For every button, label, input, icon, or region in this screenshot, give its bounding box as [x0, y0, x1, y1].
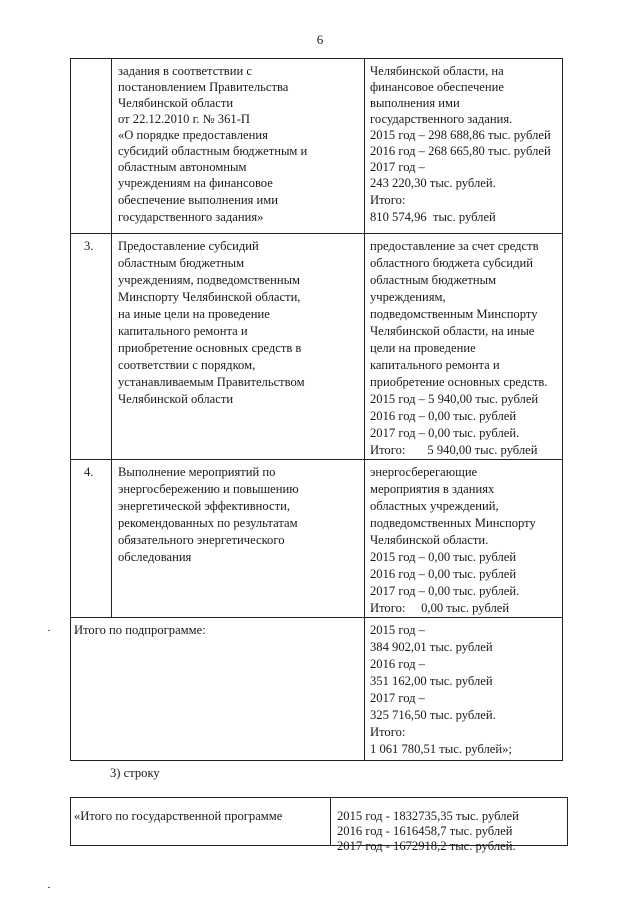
cell-text-line: 2015 год - 1832735,35 тыс. рублей: [337, 809, 519, 823]
final-table-top-border: [70, 797, 568, 798]
number-column-divider: [111, 58, 112, 618]
cell-text-line: финансовое обеспечение: [370, 80, 504, 94]
cell-text-line: 2016 год – 0,00 тыс. рублей: [370, 567, 517, 581]
final-table-right-border: [567, 797, 568, 846]
cell-text-line: 351 162,00 тыс. рублей: [370, 674, 493, 688]
cell-text-line: выполнения ими: [370, 96, 460, 110]
cell-text-line: Итого: 0,00 тыс. рублей: [370, 601, 510, 615]
cell-text-line: субсидий областным бюджетным и: [118, 144, 308, 158]
cell-text-line: областного бюджета субсидий: [370, 256, 533, 270]
cell-text-line: энергосбережению и повышению: [118, 482, 299, 496]
cell-text-line: обследования: [118, 550, 192, 564]
cell-text-line: 384 902,01 тыс. рублей: [370, 640, 493, 654]
cell-text-line: капитального ремонта и: [118, 324, 248, 338]
cell-text-line: государственного задания»: [118, 210, 264, 224]
cell-text-line: обязательного энергетического: [118, 533, 285, 547]
cell-text-line: мероприятия в зданиях: [370, 482, 495, 496]
cell-text-line: устанавливаемым Правительством: [118, 375, 305, 389]
cell-text-line: обеспечение выполнения ими: [118, 193, 278, 207]
cell-text-line: Челябинской области: [118, 392, 234, 406]
cell-text-line: 2015 год – 0,00 тыс. рублей: [370, 550, 517, 564]
cell-text-line: 2017 год –: [370, 160, 425, 174]
cell-text-line: 243 220,30 тыс. рублей.: [370, 176, 496, 190]
final-table-column-divider: [330, 797, 331, 846]
row-divider: [70, 459, 563, 460]
cell-text-line: предоставление за счет средств: [370, 239, 539, 253]
cell-text-line: 2016 год –: [370, 657, 425, 671]
cell-text-line: 2015 год –: [370, 623, 425, 637]
cell-text-line: приобретение основных средств.: [370, 375, 548, 389]
cell-text-line: 2015 год – 5 940,00 тыс. рублей: [370, 392, 539, 406]
cell-text-line: капитального ремонта и: [370, 358, 500, 372]
cell-text-line: государственного задания.: [370, 112, 513, 126]
cell-text-line: соответствии с порядком,: [118, 358, 256, 372]
final-table-label: «Итого по государственной программе: [74, 809, 283, 823]
cell-text-line: 2016 год – 0,00 тыс. рублей: [370, 409, 517, 423]
cell-text-line: 1 061 780,51 тыс. рублей»;: [370, 742, 512, 756]
cell-text-line: Выполнение мероприятий по: [118, 465, 276, 479]
cell-text-line: энергетической эффективности,: [118, 499, 290, 513]
cell-text-line: «О порядке предоставления: [118, 128, 268, 142]
cell-text-line: Предоставление субсидий: [118, 239, 259, 253]
table-right-border: [562, 58, 563, 761]
cell-text-line: 2017 год – 0,00 тыс. рублей.: [370, 584, 520, 598]
cell-text-line: рекомендованных по результатам: [118, 516, 298, 530]
cell-text-line: областным автономным: [118, 160, 247, 174]
cell-text-line: 2017 год - 1672918,2 тыс. рублей.: [337, 839, 516, 853]
cell-text-line: областных учреждений,: [370, 499, 499, 513]
cell-text-line: 810 574,96 тыс. рублей: [370, 210, 496, 224]
cell-text-line: учреждениям на финансовое: [118, 176, 273, 190]
cell-text-line: 2016 год – 268 665,80 тыс. рублей: [370, 144, 551, 158]
section-label: 3) строку: [110, 766, 160, 780]
cell-text-line: Итого:: [370, 193, 406, 207]
cell-text-line: Минспорту Челябинской области,: [118, 290, 301, 304]
cell-text-line: Челябинской области.: [370, 533, 489, 547]
cell-text-line: постановлением Правительства: [118, 80, 289, 94]
row-number: 3.: [84, 239, 94, 253]
cell-text-line: цели на проведение: [370, 341, 476, 355]
cell-text-line: Челябинской области, на иные: [370, 324, 535, 338]
table-left-border: [70, 58, 71, 761]
table-bottom-border: [70, 760, 563, 761]
row-divider: [70, 233, 563, 234]
page-number: 6: [316, 32, 324, 47]
content-column-divider: [364, 58, 365, 761]
final-table-left-border: [70, 797, 71, 846]
cell-text-line: подведомственным Минспорту: [370, 307, 538, 321]
cell-text-line: Челябинской области, на: [370, 64, 504, 78]
subprogram-total-label: Итого по подпрограмме:: [74, 623, 206, 637]
cell-text-line: учреждениям, подведомственным: [118, 273, 301, 287]
cell-text-line: 2017 год –: [370, 691, 425, 705]
cell-text-line: подведомственных Минспорту: [370, 516, 536, 530]
table-top-border: [70, 58, 563, 59]
row-number: 4.: [84, 465, 94, 479]
row-divider: [70, 617, 563, 618]
cell-text-line: областным бюджетным: [370, 273, 497, 287]
scan-mark: [48, 630, 50, 631]
cell-text-line: приобретение основных средств в: [118, 341, 302, 355]
cell-text-line: областным бюджетным: [118, 256, 245, 270]
scan-mark: [48, 887, 50, 888]
cell-text-line: 2017 год – 0,00 тыс. рублей.: [370, 426, 520, 440]
cell-text-line: 2016 год - 1616458,7 тыс. рублей: [337, 824, 513, 838]
cell-text-line: 2015 год – 298 688,86 тыс. рублей: [370, 128, 551, 142]
cell-text-line: Итого: 5 940,00 тыс. рублей: [370, 443, 538, 457]
cell-text-line: Итого:: [370, 725, 406, 739]
cell-text-line: от 22.12.2010 г. № 361-П: [118, 112, 250, 126]
cell-text-line: Челябинской области: [118, 96, 234, 110]
cell-text-line: 325 716,50 тыс. рублей.: [370, 708, 496, 722]
cell-text-line: задания в соответствии с: [118, 64, 252, 78]
cell-text-line: энергосберегающие: [370, 465, 478, 479]
cell-text-line: учреждениям,: [370, 290, 446, 304]
cell-text-line: на иные цели на проведение: [118, 307, 270, 321]
